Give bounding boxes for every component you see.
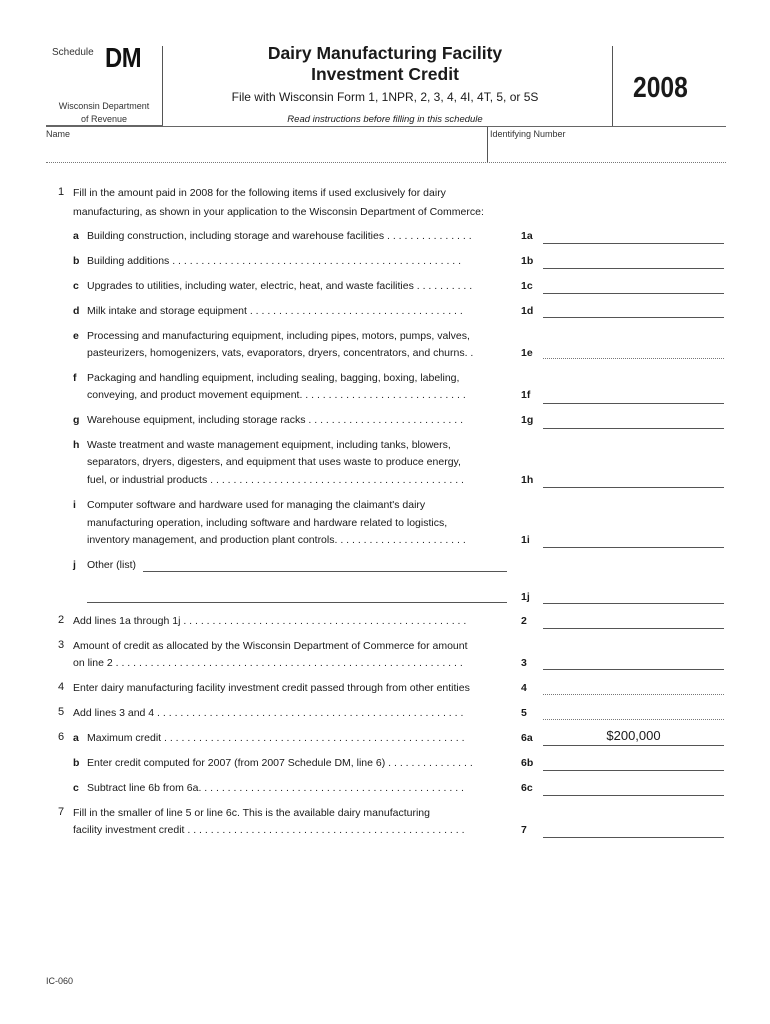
line-3-text-2: on line 2 . . . . . . . . . . . . . . . . . . . . . . . . . . . . . . . . . . . . . . . . . . . . . . . . . . . . . . . . . . . . xyxy=(73,657,463,669)
identifying-number-label: Identifying Number xyxy=(490,129,566,139)
other-list-field-1[interactable] xyxy=(143,571,507,572)
file-with-instruction: File with Wisconsin Form 1, 1NPR, 2, 3, 4, 4I, 4T, 5, or 5S xyxy=(231,90,539,104)
line-3-ref: 3 xyxy=(521,657,527,669)
line-1h-text-1: Waste treatment and waste management equipment, including tanks, blowers, xyxy=(87,439,451,451)
name-field-label: Name xyxy=(46,129,71,139)
tax-year: 2008 xyxy=(633,72,688,104)
schedule-label: Schedule xyxy=(52,47,94,58)
line-4-amount-field[interactable] xyxy=(543,694,724,696)
line-1f-amount-field[interactable] xyxy=(543,403,724,404)
line-6b-ref: 6b xyxy=(521,757,534,769)
line-1a-amount-field[interactable] xyxy=(543,243,724,244)
line-5-ref: 5 xyxy=(521,707,527,719)
line-6a-amount-rule xyxy=(543,745,724,746)
line-1i-text-3: inventory management, and production plant controls. . . . . . . . . . . . . . . . . . . . . . . xyxy=(87,534,466,546)
line-1e-text-2: pasteurizers, homogenizers, vats, evaporators, dryers, concentrators, and churns. . xyxy=(87,347,474,359)
line-1-text-1: Fill in the amount paid in 2008 for the following items if used exclusively for dairy xyxy=(73,187,446,199)
line-1j-amount-field[interactable] xyxy=(543,603,724,604)
line-6c-letter: c xyxy=(73,782,79,794)
name-field-rule xyxy=(46,162,726,163)
line-1h-text-3: fuel, or industrial products . . . . . . . . . . . . . . . . . . . . . . . . . . . . . . . . . . . . . . . . . . . . xyxy=(87,474,464,486)
line-2-text: Add lines 1a through 1j . . . . . . . . . . . . . . . . . . . . . . . . . . . . . . . . . . . . . . . . . . . . . . . . . xyxy=(73,615,467,627)
header-divider-left xyxy=(162,46,163,126)
line-1j-letter: j xyxy=(73,559,76,571)
line-1e-text-1: Processing and manufacturing equipment, including pipes, motors, pumps, valves, xyxy=(87,330,470,342)
line-1h-ref: 1h xyxy=(521,474,534,486)
line-6c-ref: 6c xyxy=(521,782,533,794)
line-1j-text: Other (list) xyxy=(87,559,137,571)
line-1d-text: Milk intake and storage equipment . . . . . . . . . . . . . . . . . . . . . . . . . . . . . . . . . . . . . xyxy=(87,305,463,317)
line-6a-ref: 6a xyxy=(521,732,533,744)
read-instructions-note: Read instructions before filling in this schedule xyxy=(287,114,483,125)
line-1-text-2: manufacturing, as shown in your application to the Wisconsin Department of Commerce: xyxy=(73,206,484,218)
line-1a-text: Building construction, including storage and warehouse facilities . . . . . . . . . . . . . . . xyxy=(87,230,472,242)
line-1f-ref: 1f xyxy=(521,389,531,401)
department-line-1: Wisconsin Department xyxy=(58,101,150,111)
line-6a-text: Maximum credit . . . . . . . . . . . . . . . . . . . . . . . . . . . . . . . . . . . . . . . . . . . . . . . . . . . . xyxy=(87,732,465,744)
line-1d-amount-field[interactable] xyxy=(543,317,724,318)
form-title-line-1: Dairy Manufacturing Facility xyxy=(267,43,503,63)
line-1f-text-2: conveying, and product movement equipment. . . . . . . . . . . . . . . . . . . . . . . . . . . . . xyxy=(87,389,466,401)
line-3-number: 3 xyxy=(58,639,65,651)
line-1j-ref: 1j xyxy=(521,591,530,603)
line-1e-letter: e xyxy=(73,330,79,342)
line-7-number: 7 xyxy=(58,806,65,818)
line-1f-text-1: Packaging and handling equipment, including sealing, bagging, boxing, labeling, xyxy=(87,372,460,384)
header-bottom-rule xyxy=(46,126,726,127)
line-1g-ref: 1g xyxy=(521,414,534,426)
line-1i-letter: i xyxy=(73,499,76,511)
line-1i-ref: 1i xyxy=(521,534,530,546)
line-1c-letter: c xyxy=(73,280,79,292)
line-1c-ref: 1c xyxy=(521,280,533,292)
form-code: IC-060 xyxy=(46,976,74,986)
other-list-field-2[interactable] xyxy=(87,602,507,603)
line-1f-letter: f xyxy=(73,372,77,384)
line-7-text-2: facility investment credit . . . . . . . . . . . . . . . . . . . . . . . . . . . . . . . . . . . . . . . . . . . . . . . . xyxy=(73,824,465,836)
line-3-amount-field[interactable] xyxy=(543,669,724,670)
line-1a-letter: a xyxy=(73,230,79,242)
header-divider-right xyxy=(612,46,613,126)
line-1i-amount-field[interactable] xyxy=(543,547,724,548)
department-line-2: of Revenue xyxy=(80,114,128,124)
line-7-text-1: Fill in the smaller of line 5 or line 6c. This is the available dairy manufacturing xyxy=(73,807,430,819)
line-7-amount-field[interactable] xyxy=(543,837,724,838)
line-1h-letter: h xyxy=(73,439,80,451)
line-6b-text: Enter credit computed for 2007 (from 2007 Schedule DM, line 6) . . . . . . . . . . . . . . . xyxy=(87,757,473,769)
name-field[interactable] xyxy=(46,140,484,162)
line-1d-ref: 1d xyxy=(521,305,534,317)
line-1i-text-1: Computer software and hardware used for managing the claimant's dairy xyxy=(87,499,426,511)
line-4-number: 4 xyxy=(58,681,65,693)
line-1e-ref: 1e xyxy=(521,347,533,359)
line-6a-amount: $200,000 xyxy=(606,728,661,743)
line-1-number: 1 xyxy=(58,186,65,198)
line-1b-letter: b xyxy=(73,255,80,267)
line-1i-text-2: manufacturing operation, including software and hardware related to logistics, xyxy=(87,517,448,529)
line-1h-amount-field[interactable] xyxy=(543,487,724,488)
identifying-number-field[interactable] xyxy=(490,140,724,162)
line-1h-text-2: separators, dryers, digesters, and equipment that uses waste to produce energy, xyxy=(87,456,461,468)
line-6b-amount-field[interactable] xyxy=(543,770,724,771)
line-1c-amount-field[interactable] xyxy=(543,293,724,294)
line-2-amount-field[interactable] xyxy=(543,628,724,629)
line-1a-ref: 1a xyxy=(521,230,533,242)
line-5-text: Add lines 3 and 4 . . . . . . . . . . . . . . . . . . . . . . . . . . . . . . . . . . . . . . . . . . . . . . . . . . . . . xyxy=(73,707,464,719)
line-7-ref: 7 xyxy=(521,824,527,836)
line-4-ref: 4 xyxy=(521,682,527,694)
line-5-number: 5 xyxy=(58,706,65,718)
line-6a-letter: a xyxy=(73,732,79,744)
line-1c-text: Upgrades to utilities, including water, electric, heat, and waste facilities . . . . . . . . . . xyxy=(87,280,473,292)
line-6c-text: Subtract line 6b from 6a. . . . . . . . . . . . . . . . . . . . . . . . . . . . . . . . . . . . . . . . . . . . . . xyxy=(87,782,464,794)
line-6b-letter: b xyxy=(73,757,80,769)
line-6c-amount-field[interactable] xyxy=(543,795,724,796)
line-1g-letter: g xyxy=(73,414,80,426)
line-1b-ref: 1b xyxy=(521,255,534,267)
line-4-text: Enter dairy manufacturing facility investment credit passed through from other entities xyxy=(73,682,470,694)
line-1d-letter: d xyxy=(73,305,80,317)
line-1b-amount-field[interactable] xyxy=(543,268,724,269)
line-1b-text: Building additions . . . . . . . . . . . . . . . . . . . . . . . . . . . . . . . . . . . . . . . . . . . . . . . . . . xyxy=(87,255,462,267)
line-2-number: 2 xyxy=(58,614,65,626)
schedule-code: DM xyxy=(105,42,142,73)
line-1e-amount-field[interactable] xyxy=(543,358,724,360)
line-3-text-1: Amount of credit as allocated by the Wisconsin Department of Commerce for amount xyxy=(73,640,468,652)
line-1g-amount-field[interactable] xyxy=(543,428,724,429)
line-5-amount-field[interactable] xyxy=(543,719,724,721)
id-field-divider xyxy=(487,127,488,163)
form-title-line-2: Investment Credit xyxy=(311,64,459,84)
line-1g-text: Warehouse equipment, including storage racks . . . . . . . . . . . . . . . . . . . . . . . . . . . xyxy=(87,414,464,426)
line-2-ref: 2 xyxy=(521,615,527,627)
line-6-number: 6 xyxy=(58,731,65,743)
